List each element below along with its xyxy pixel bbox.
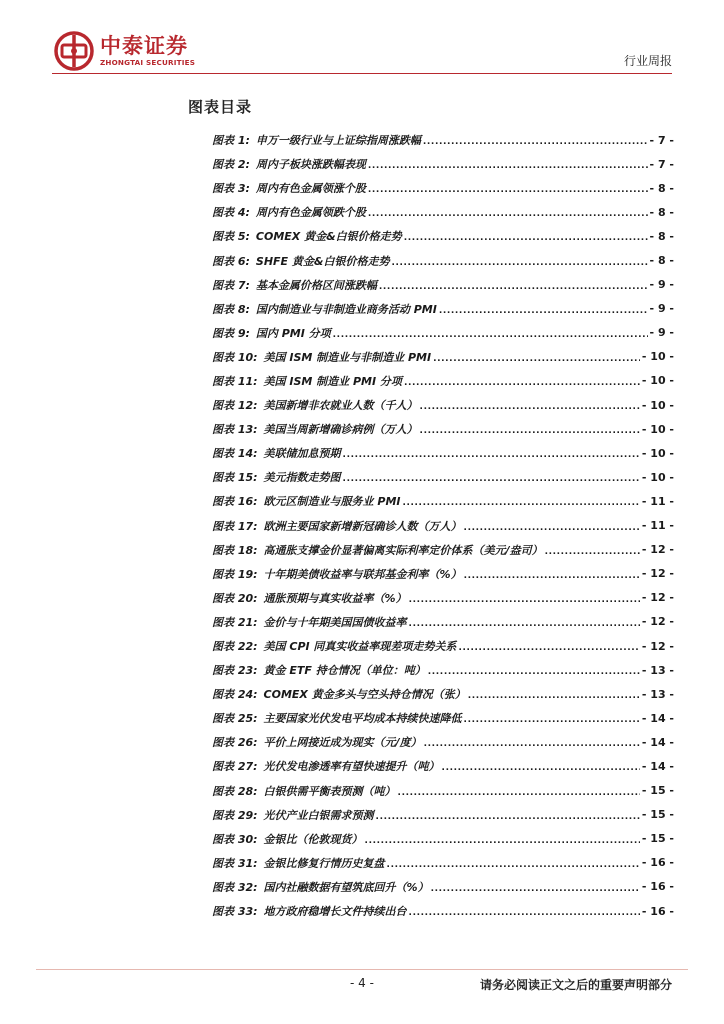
toc-entry-label: 图表 1: bbox=[212, 134, 250, 148]
toc-entry-title: 金价与十年期美国国债收益率 bbox=[263, 615, 407, 629]
toc-entry-page: - 10 - bbox=[641, 374, 674, 388]
toc-leader-dots bbox=[420, 402, 640, 412]
toc-entry-label: 图表 30: bbox=[212, 832, 258, 846]
toc-entry[interactable] bbox=[212, 393, 674, 417]
toc-leader-dots bbox=[409, 595, 640, 605]
toc-entry-label: 图表 11: bbox=[212, 374, 258, 388]
toc-entry-label: 图表 2: bbox=[212, 158, 250, 172]
toc-entry-label: 图表 29: bbox=[212, 808, 258, 822]
toc-leader-dots bbox=[343, 474, 640, 484]
toc-entry-page: - 14 - bbox=[641, 711, 674, 725]
toc-entry[interactable] bbox=[212, 441, 674, 465]
company-logo bbox=[54, 30, 244, 72]
toc-leader-dots bbox=[368, 209, 648, 219]
toc-entry-label: 图表 9: bbox=[212, 326, 250, 340]
toc-leader-dots bbox=[458, 643, 639, 653]
toc-entry-title: 美国 CPI 同真实收益率现差项走势关系 bbox=[263, 640, 457, 654]
toc-entry[interactable] bbox=[212, 273, 674, 297]
toc-entry[interactable] bbox=[212, 369, 674, 393]
toc-leader-dots bbox=[439, 306, 648, 316]
footer-divider bbox=[36, 969, 688, 970]
toc-entry-label: 图表 25: bbox=[212, 712, 258, 726]
toc-entry-label: 图表 3: bbox=[212, 182, 250, 196]
toc-entry-label: 图表 27: bbox=[212, 760, 258, 774]
toc-leader-dots bbox=[468, 691, 640, 701]
toc-leader-dots bbox=[368, 185, 648, 195]
toc-entry[interactable] bbox=[212, 297, 674, 321]
toc-leader-dots bbox=[402, 498, 639, 508]
footer-disclaimer: 请务必阅读正文之后的重要声明部分 bbox=[479, 978, 672, 992]
toc-entry-title: 十年期美债收益率与联邦基金利率（%） bbox=[263, 567, 462, 581]
toc-entry-page: - 11 - bbox=[641, 519, 674, 533]
toc-entry-title: COMEX 黄金&白银价格走势 bbox=[255, 230, 402, 244]
toc-entry-page: - 15 - bbox=[641, 784, 674, 798]
toc-entry-title: 金银比修复行情历史复盘 bbox=[263, 856, 385, 870]
logo-english-name: ZHONGTAI SECURITIES bbox=[100, 58, 196, 67]
figure-table-of-contents bbox=[212, 128, 674, 923]
toc-entry-page: - 12 - bbox=[641, 615, 674, 629]
toc-leader-dots bbox=[404, 378, 640, 388]
toc-entry-title: 美国当周新增确诊病例（万人） bbox=[263, 423, 418, 437]
toc-entry-page: - 9 - bbox=[649, 302, 674, 316]
toc-entry-page: - 13 - bbox=[641, 663, 674, 677]
toc-entry-label: 图表 16: bbox=[212, 495, 258, 509]
toc-entry[interactable] bbox=[212, 465, 674, 489]
toc-entry[interactable] bbox=[212, 224, 674, 248]
toc-entry-label: 图表 28: bbox=[212, 784, 258, 798]
toc-leader-dots bbox=[379, 282, 648, 292]
toc-entry-label: 图表 13: bbox=[212, 423, 258, 437]
toc-entry[interactable] bbox=[212, 875, 674, 899]
toc-entry-page: - 8 - bbox=[649, 254, 674, 268]
toc-entry-label: 图表 24: bbox=[212, 688, 258, 702]
toc-entry-page: - 10 - bbox=[641, 422, 674, 436]
toc-leader-dots bbox=[428, 667, 640, 677]
toc-entry-label: 图表 32: bbox=[212, 880, 258, 894]
toc-leader-dots bbox=[376, 812, 640, 822]
toc-entry-title: 黄金 ETF 持仓情况（单位：吨） bbox=[263, 664, 426, 678]
toc-entry-title: 国内 PMI 分项 bbox=[255, 326, 331, 340]
toc-entry-title: 周内有色金属领涨个股 bbox=[255, 182, 366, 196]
toc-leader-dots bbox=[343, 450, 640, 460]
toc-entry-page: - 12 - bbox=[641, 639, 674, 653]
toc-entry-title: 美国新增非农就业人数（千人） bbox=[263, 399, 418, 413]
toc-entry-page: - 8 - bbox=[649, 205, 674, 219]
toc-entry[interactable] bbox=[212, 152, 674, 176]
toc-entry[interactable] bbox=[212, 417, 674, 441]
toc-entry[interactable] bbox=[212, 128, 674, 152]
toc-leader-dots bbox=[423, 137, 648, 147]
toc-entry-page: - 10 - bbox=[641, 470, 674, 484]
toc-entry-title: 欧元区制造业与服务业 PMI bbox=[263, 495, 401, 509]
toc-entry-label: 图表 8: bbox=[212, 302, 250, 316]
toc-entry-title: 光伏产业白银需求预测 bbox=[263, 808, 374, 822]
toc-entry[interactable] bbox=[212, 200, 674, 224]
toc-entry-page: - 13 - bbox=[641, 687, 674, 701]
toc-entry-page: - 16 - bbox=[641, 856, 674, 870]
toc-entry-title: 美国 ISM 制造业 PMI 分项 bbox=[263, 374, 402, 388]
toc-entry-page: - 8 - bbox=[649, 229, 674, 243]
toc-entry-title: COMEX 黄金多头与空头持仓情况（张） bbox=[263, 688, 466, 702]
toc-entry[interactable] bbox=[212, 899, 674, 923]
toc-entry-page: - 14 - bbox=[641, 735, 674, 749]
toc-entry-page: - 10 - bbox=[641, 350, 674, 364]
toc-entry-page: - 10 - bbox=[641, 446, 674, 460]
toc-entry-page: - 16 - bbox=[641, 904, 674, 918]
report-type: 行业周报 bbox=[623, 54, 672, 68]
toc-leader-dots bbox=[387, 860, 640, 870]
toc-entry-title: 地方政府稳增长文件持续出台 bbox=[263, 905, 407, 919]
toc-leader-dots bbox=[424, 739, 640, 749]
toc-entry-label: 图表 22: bbox=[212, 640, 258, 654]
toc-entry-label: 图表 4: bbox=[212, 206, 250, 220]
toc-title: 图表目录 bbox=[188, 98, 253, 116]
header-divider bbox=[52, 73, 672, 74]
page-number: - 4 - bbox=[350, 976, 374, 990]
toc-entry-label: 图表 5: bbox=[212, 230, 250, 244]
toc-entry-page: - 11 - bbox=[641, 494, 674, 508]
toc-entry-title: 金银比（伦敦现货） bbox=[263, 832, 363, 846]
toc-entry-label: 图表 17: bbox=[212, 519, 258, 533]
toc-entry-title: 平价上网接近成为现实（元/度） bbox=[263, 736, 422, 750]
toc-entry-page: - 8 - bbox=[649, 181, 674, 195]
page-header bbox=[0, 0, 724, 80]
toc-entry[interactable] bbox=[212, 489, 674, 513]
toc-entry-title: SHFE 黄金&白银价格走势 bbox=[255, 254, 390, 268]
toc-leader-dots bbox=[391, 258, 647, 268]
toc-entry-title: 主要国家光伏发电平均成本持续快速降低 bbox=[263, 712, 462, 726]
toc-entry[interactable] bbox=[212, 706, 674, 730]
toc-entry-label: 图表 23: bbox=[212, 664, 258, 678]
toc-leader-dots bbox=[464, 571, 640, 581]
toc-entry-page: - 10 - bbox=[641, 398, 674, 412]
toc-entry-label: 图表 12: bbox=[212, 399, 258, 413]
toc-entry-label: 图表 18: bbox=[212, 543, 258, 557]
toc-entry-page: - 9 - bbox=[649, 326, 674, 340]
toc-entry-label: 图表 15: bbox=[212, 471, 258, 485]
toc-entry-page: - 14 - bbox=[641, 759, 674, 773]
toc-entry-page: - 16 - bbox=[641, 880, 674, 894]
toc-entry[interactable] bbox=[212, 176, 674, 200]
toc-entry-page: - 12 - bbox=[641, 591, 674, 605]
logo-chinese-name: 中泰证券 bbox=[100, 34, 188, 58]
toc-leader-dots bbox=[464, 715, 640, 725]
toc-entry[interactable] bbox=[212, 586, 674, 610]
toc-entry[interactable] bbox=[212, 321, 674, 345]
toc-entry[interactable] bbox=[212, 754, 674, 778]
toc-entry-title: 周内子板块涨跌幅表现 bbox=[255, 158, 366, 172]
toc-leader-dots bbox=[464, 523, 640, 533]
toc-leader-dots bbox=[333, 330, 648, 340]
toc-entry[interactable] bbox=[212, 730, 674, 754]
toc-entry[interactable] bbox=[212, 514, 674, 538]
toc-entry[interactable] bbox=[212, 634, 674, 658]
toc-entry-title: 通胀预期与真实收益率（%） bbox=[263, 591, 407, 605]
toc-entry[interactable] bbox=[212, 610, 674, 634]
toc-entry-title: 国内社融数据有望筑底回升（%） bbox=[263, 880, 429, 894]
toc-leader-dots bbox=[545, 547, 640, 557]
toc-leader-dots bbox=[431, 884, 640, 894]
toc-entry-title: 基本金属价格区间涨跌幅 bbox=[255, 278, 377, 292]
toc-entry[interactable] bbox=[212, 248, 674, 272]
toc-entry-title: 美元指数走势图 bbox=[263, 471, 341, 485]
toc-entry-page: - 7 - bbox=[649, 133, 674, 147]
toc-entry-label: 图表 21: bbox=[212, 615, 258, 629]
toc-entry[interactable] bbox=[212, 779, 674, 803]
toc-entry[interactable] bbox=[212, 538, 674, 562]
toc-leader-dots bbox=[365, 836, 640, 846]
toc-leader-dots bbox=[368, 161, 648, 171]
toc-leader-dots bbox=[420, 426, 640, 436]
toc-entry-label: 图表 10: bbox=[212, 350, 258, 364]
toc-entry-title: 白银供需平衡表预测（吨） bbox=[263, 784, 396, 798]
toc-entry-label: 图表 14: bbox=[212, 447, 258, 461]
toc-entry-title: 申万一级行业与上证综指周涨跌幅 bbox=[255, 134, 421, 148]
toc-leader-dots bbox=[409, 619, 640, 629]
toc-entry-label: 图表 6: bbox=[212, 254, 250, 268]
toc-entry-page: - 15 - bbox=[641, 832, 674, 846]
toc-entry-page: - 12 - bbox=[641, 543, 674, 557]
toc-leader-dots bbox=[442, 763, 640, 773]
toc-entry-page: - 9 - bbox=[649, 278, 674, 292]
toc-entry-title: 欧洲主要国家新增新冠确诊人数（万人） bbox=[263, 519, 462, 533]
toc-entry-label: 图表 20: bbox=[212, 591, 258, 605]
zhongtai-logo-icon bbox=[54, 31, 94, 71]
toc-entry-title: 光伏发电渗透率有望快速提升（吨） bbox=[263, 760, 440, 774]
toc-entry-title: 美联储加息预期 bbox=[263, 447, 341, 461]
toc-entry[interactable] bbox=[212, 851, 674, 875]
toc-entry[interactable] bbox=[212, 658, 674, 682]
toc-leader-dots bbox=[404, 233, 648, 243]
toc-leader-dots bbox=[409, 908, 640, 918]
toc-entry-label: 图表 19: bbox=[212, 567, 258, 581]
toc-entry-title: 高通胀支撑金价显著偏离实际利率定价体系（美元/盎司） bbox=[263, 543, 543, 557]
toc-entry-page: - 7 - bbox=[649, 157, 674, 171]
toc-leader-dots bbox=[398, 788, 640, 798]
toc-entry-page: - 15 - bbox=[641, 808, 674, 822]
toc-entry[interactable] bbox=[212, 803, 674, 827]
toc-entry-title: 国内制造业与非制造业商务活动 PMI bbox=[255, 302, 437, 316]
toc-entry-label: 图表 26: bbox=[212, 736, 258, 750]
toc-entry[interactable] bbox=[212, 345, 674, 369]
toc-entry[interactable] bbox=[212, 562, 674, 586]
toc-entry-label: 图表 7: bbox=[212, 278, 250, 292]
toc-entry-title: 周内有色金属领跌个股 bbox=[255, 206, 366, 220]
toc-entry-title: 美国 ISM 制造业与非制造业 PMI bbox=[263, 350, 432, 364]
toc-entry-label: 图表 33: bbox=[212, 905, 258, 919]
toc-entry[interactable] bbox=[212, 682, 674, 706]
toc-entry[interactable] bbox=[212, 827, 674, 851]
toc-leader-dots bbox=[433, 354, 640, 364]
toc-entry-label: 图表 31: bbox=[212, 856, 258, 870]
toc-entry-page: - 12 - bbox=[641, 567, 674, 581]
